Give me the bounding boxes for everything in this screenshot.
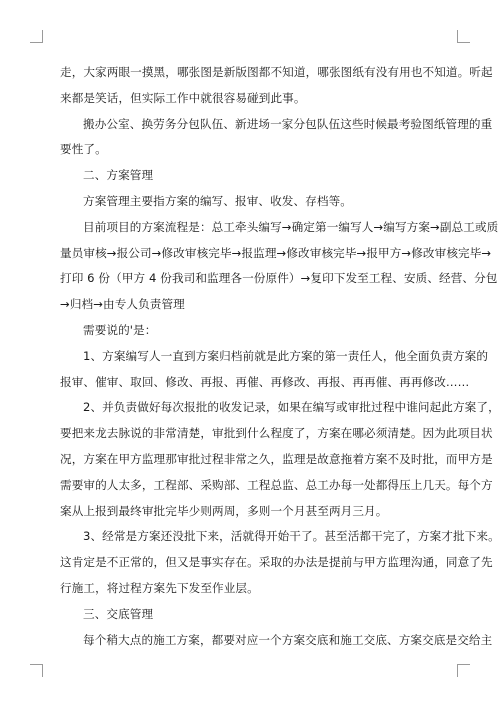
crop-mark-top-left [30,30,43,43]
text-line: 来都是笑话，但实际工作中就很容易碰到此事。 [60,90,306,105]
text-line: 2、并负责做好每次报批的收发记录，如果在编写或审批过程中谁问起此方案了， [83,400,500,415]
text-line: 搬办公室、换劳务分包队伍、新进场一家分包队伍这些时候最考验图纸管理的重 [83,116,493,131]
text-line: 这肯定是不正常的，但又是事实存在。采取的办法是提前与甲方监理沟通，同意了先 [60,555,493,570]
text-line: 况，方案在甲方监理那审批过程非常之久，监理是故意拖着方案不及时批，而甲方是 [60,451,493,466]
text-line: 方案管理主要指方案的编写、报审、收发、存档等。 [83,193,352,208]
text-line: →归档→由专人负责管理 [60,297,185,312]
text-line: 二、方案管理 [83,168,154,183]
text-line: 需要说的'是： [83,322,157,337]
text-line: 要性了。 [60,142,107,157]
text-line: 每个稍大点的施工方案，都要对应一个方案交底和施工交底、方案交底是交给主 [83,632,493,647]
text-line: 目前项目的方案流程是：总工牵头编写→确定第一编写人→编写方案→副总工或质 [83,219,499,234]
text-line: 打印 6 份（甲方 4 份我司和监理各一份原件）→复印下发至工程、安质、经营、分包 [60,271,498,286]
text-line: 要把来龙去脉说的非常清楚，审批到什么程度了，方案在哪必须清楚。因为此项目状 [60,426,493,441]
crop-mark-bottom-left [30,664,43,677]
text-line: 3、经常是方案还没批下来，活就得开始干了。甚至活都干完了，方案才批下来。 [83,529,500,544]
text-line: 量员审核→报公司→修改审核完毕→报监理→修改审核完毕→报甲方→修改审核完毕→ [60,245,492,260]
text-line: 行施工，将过程方案先下发至作业层。 [60,580,259,595]
text-line: 走，大家两眼一摸黑，哪张图是新版图都不知道，哪张图纸有没有用也不知道。听起 [60,65,493,79]
text-line: 1、方案编写人一直到方案归档前就是此方案的第一责任人，他全面负责方案的 [83,348,489,363]
crop-mark-bottom-right [457,664,470,677]
text-line: 报审、催审、取回、修改、再报、再催、再修改、再报、再再催、再再修改…… [60,374,470,389]
document-body [60,60,500,653]
crop-mark-top-right [457,30,470,43]
text-line: 案从上报到最终审批完毕少则两周，多则一个月甚至两月三月。 [60,503,388,518]
text-line: 需要审的人太多，工程部、采购部、工程总监、总工办每一处都得压上几天。每个方 [60,477,493,492]
text-line: 三、交底管理 [83,606,154,621]
